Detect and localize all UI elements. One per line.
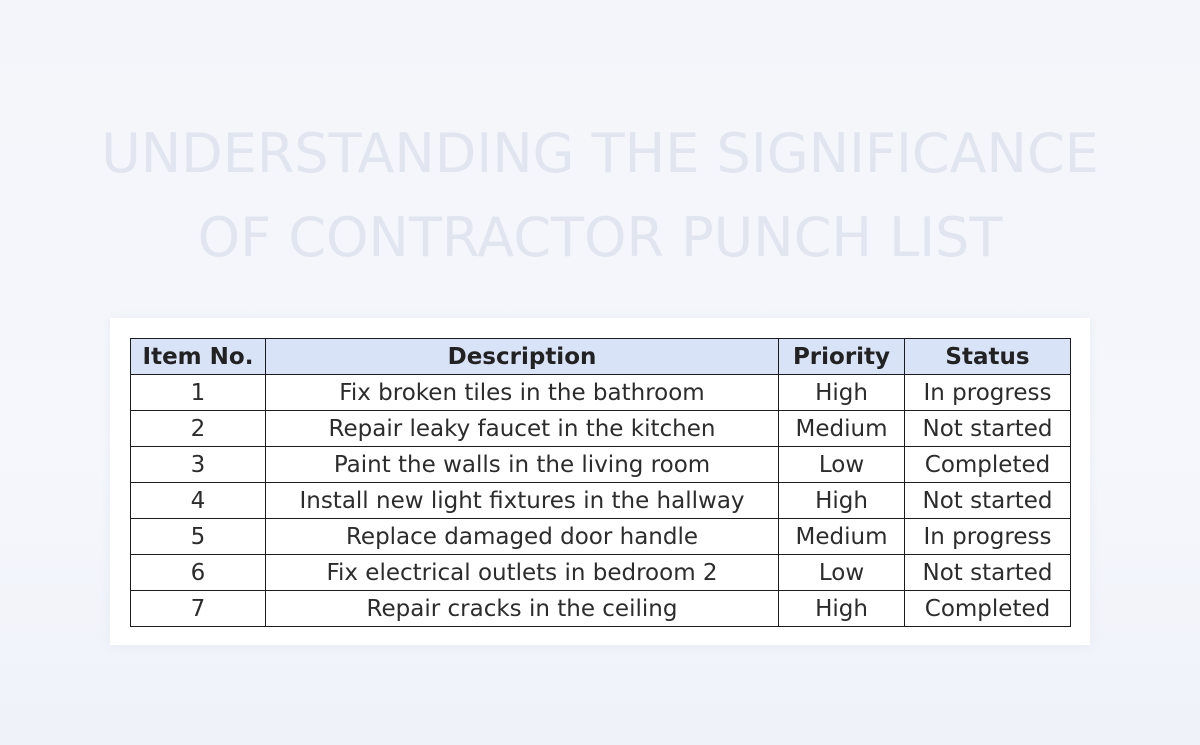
header-item-no: Item No. (131, 339, 266, 375)
cell-status: In progress (905, 375, 1071, 411)
cell-item-no: 7 (131, 591, 266, 627)
table-header-row (131, 339, 1071, 375)
cell-description: Replace damaged door handle (266, 519, 779, 555)
cell-description: Fix broken tiles in the bathroom (266, 375, 779, 411)
cell-status: In progress (905, 519, 1071, 555)
title-line-2: OF CONTRACTOR PUNCH LIST (197, 206, 1003, 269)
cell-priority: Low (779, 555, 905, 591)
page-title (0, 112, 1200, 280)
cell-priority: Medium (779, 519, 905, 555)
cell-priority: Medium (779, 411, 905, 447)
cell-status: Completed (905, 591, 1071, 627)
cell-priority: High (779, 483, 905, 519)
table-row (131, 447, 1071, 483)
cell-priority: Low (779, 447, 905, 483)
cell-status: Not started (905, 555, 1071, 591)
cell-description: Paint the walls in the living room (266, 447, 779, 483)
cell-description: Fix electrical outlets in bedroom 2 (266, 555, 779, 591)
cell-description: Repair leaky faucet in the kitchen (266, 411, 779, 447)
cell-priority: High (779, 591, 905, 627)
title-line-1: UNDERSTANDING THE SIGNIFICANCE (101, 122, 1099, 185)
cell-item-no: 5 (131, 519, 266, 555)
cell-status: Completed (905, 447, 1071, 483)
punch-list-table (130, 338, 1071, 627)
cell-item-no: 3 (131, 447, 266, 483)
cell-status: Not started (905, 411, 1071, 447)
table-row (131, 483, 1071, 519)
table-row (131, 591, 1071, 627)
table-row (131, 375, 1071, 411)
header-status: Status (905, 339, 1071, 375)
table-row (131, 411, 1071, 447)
table-row (131, 555, 1071, 591)
cell-description: Install new light fixtures in the hallway (266, 483, 779, 519)
cell-status: Not started (905, 483, 1071, 519)
header-description: Description (266, 339, 779, 375)
cell-item-no: 2 (131, 411, 266, 447)
cell-item-no: 6 (131, 555, 266, 591)
table-row (131, 519, 1071, 555)
cell-item-no: 1 (131, 375, 266, 411)
cell-description: Repair cracks in the ceiling (266, 591, 779, 627)
header-priority: Priority (779, 339, 905, 375)
cell-priority: High (779, 375, 905, 411)
cell-item-no: 4 (131, 483, 266, 519)
